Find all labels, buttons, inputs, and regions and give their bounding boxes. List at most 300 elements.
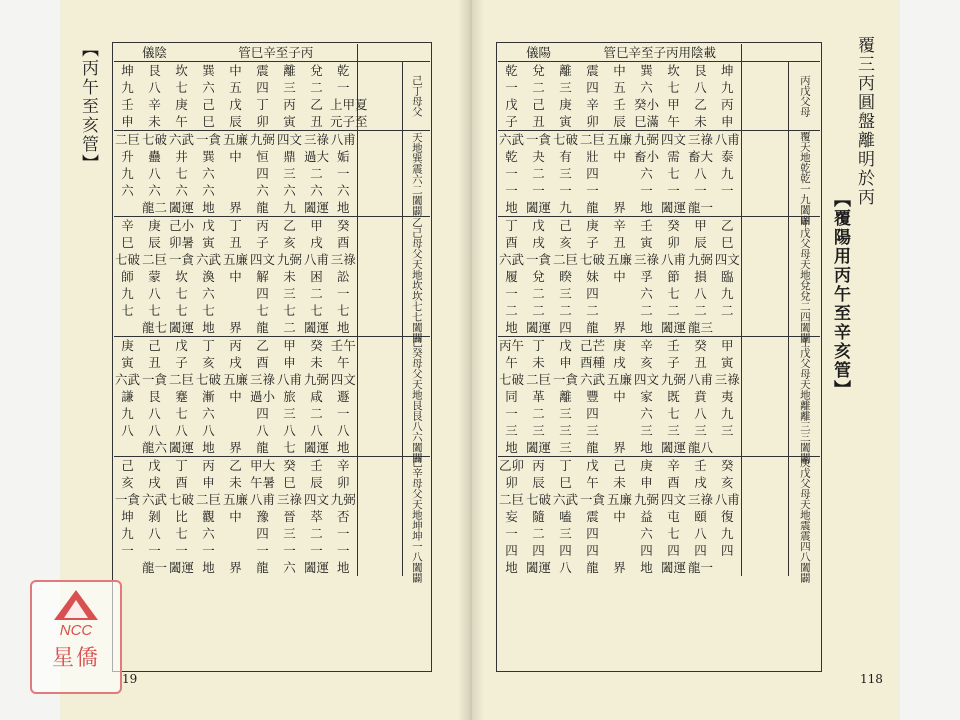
- table-cell: 亥: [283, 235, 296, 250]
- table-cell: 未: [532, 355, 545, 370]
- table-cell: 九弼: [330, 492, 356, 507]
- table-cell: 中: [613, 63, 626, 78]
- table-cell: 闔運: [661, 200, 687, 215]
- table-cell: 辰: [148, 235, 161, 250]
- table-cell: 癸: [303, 337, 330, 355]
- table-cell: 中: [613, 389, 626, 404]
- table-cell: 丙: [222, 337, 249, 355]
- table-cell: 屯: [667, 509, 680, 524]
- table-cell: 九: [121, 286, 134, 301]
- table-cell: 乾: [337, 63, 350, 78]
- row-label-column: [357, 131, 402, 217]
- table-cell: 酉: [337, 235, 350, 250]
- table-cell: 界: [613, 200, 626, 215]
- table-cell: 需: [667, 149, 680, 164]
- table-cell: 巽: [640, 63, 653, 78]
- table-cell: 一貪: [196, 132, 222, 147]
- gate-note: 甲戊父母天地兌兌二四闔闢: [788, 217, 820, 337]
- table-cell: 未: [613, 475, 626, 490]
- gate-note: 天地巽震六二闔闢: [402, 131, 430, 217]
- table-cell: 甲: [714, 337, 741, 355]
- gate-note: 覆天地乾乾一九闔闢: [788, 131, 820, 217]
- table-cell: 鼎: [283, 149, 296, 164]
- logo-chinese: 星僑: [51, 646, 100, 671]
- table-cell: 地: [337, 560, 350, 575]
- table-cell: 九弼: [661, 372, 687, 387]
- table-cell: 七: [337, 303, 350, 318]
- table-cell: 丙午: [498, 338, 524, 353]
- table-cell: 二巨: [553, 252, 579, 267]
- table-cell: 益: [640, 509, 653, 524]
- table-cell: 泰: [721, 149, 734, 164]
- table-cell: [714, 199, 741, 217]
- table-cell: 八: [256, 423, 269, 438]
- table-cell: 丁: [552, 457, 579, 475]
- table-cell: 五廉: [607, 132, 633, 147]
- table-cell: 界: [229, 320, 242, 335]
- left-page-number: 19: [122, 672, 138, 686]
- table-cell: 坎: [175, 63, 188, 78]
- table-cell: 庚: [559, 97, 572, 112]
- table-cell: 九: [721, 286, 734, 301]
- table-cell: 界: [229, 440, 242, 455]
- table-cell: 三祿: [688, 492, 714, 507]
- table-cell: 四: [559, 320, 572, 335]
- table-cell: 五廉: [223, 372, 249, 387]
- table-cell: [606, 422, 633, 439]
- table-cell: 地: [337, 200, 350, 215]
- table-cell: 一: [721, 183, 734, 198]
- table-cell: 龍八: [688, 440, 714, 455]
- table-cell: 六: [640, 286, 653, 301]
- table-cell: 甲大: [250, 458, 276, 473]
- table-cell: 庚: [606, 337, 633, 355]
- table-cell: 四: [694, 543, 707, 558]
- table-cell: 四: [256, 80, 269, 95]
- right-page: [470, 0, 900, 720]
- table-cell: 寅: [559, 114, 572, 129]
- table-cell: 九: [721, 80, 734, 95]
- table-cell: 六: [202, 183, 215, 198]
- book-spread: [60, 0, 900, 720]
- table-cell: 三: [559, 166, 572, 181]
- row-label-column: [741, 131, 788, 217]
- table-cell: [114, 439, 141, 457]
- table-cell: 丁: [256, 97, 269, 112]
- table-cell: 龍: [586, 200, 599, 215]
- table-cell: 三: [586, 423, 599, 438]
- table-cell: 一貪: [580, 492, 606, 507]
- table-cell: 七: [148, 303, 161, 318]
- table-cell: 艮: [148, 389, 161, 404]
- table-cell: 否: [337, 509, 350, 524]
- table-cell: 丁: [525, 337, 552, 355]
- table-cell: 闔運: [661, 320, 687, 335]
- table-cell: 四: [721, 543, 734, 558]
- table-cell: 二: [310, 80, 323, 95]
- table-cell: 一: [505, 406, 518, 421]
- table-cell: 辛: [114, 217, 141, 235]
- table-cell: 八: [148, 526, 161, 541]
- table-cell: 午: [337, 355, 350, 370]
- table-cell: 豐: [586, 389, 599, 404]
- table-cell: 癸: [714, 457, 741, 475]
- table-cell: 壬: [613, 97, 626, 112]
- table-cell: 嗑: [559, 509, 572, 524]
- table-cell: 午: [586, 475, 599, 490]
- table-cell: 二: [310, 166, 323, 181]
- table-cell: 未: [310, 355, 323, 370]
- gate-note: 己丁母父: [402, 62, 430, 131]
- table-cell: 地: [640, 200, 653, 215]
- gate-note: 丙戊父母: [788, 62, 820, 131]
- table-cell: 戌: [229, 355, 242, 370]
- table-cell: 兌: [532, 269, 545, 284]
- table-cell: 三祿: [634, 252, 660, 267]
- table-cell: [114, 559, 141, 576]
- table-cell: 節: [667, 269, 680, 284]
- table-cell: 萃: [310, 509, 323, 524]
- table-cell: 闔運: [525, 560, 551, 575]
- table-cell: 界: [229, 200, 242, 215]
- table-cell: 寅: [721, 355, 734, 370]
- table-cell: 五廉: [607, 372, 633, 387]
- table-cell: 地: [202, 560, 215, 575]
- table-cell: [222, 525, 249, 542]
- table-cell: 七破: [580, 252, 606, 267]
- table-cell: 甲: [667, 97, 680, 112]
- table-cell: 五: [613, 80, 626, 95]
- table-cell: 戊: [195, 217, 222, 235]
- table-cell: 渙: [202, 269, 215, 284]
- table-cell: 八: [121, 423, 134, 438]
- table-cell: 申: [721, 114, 734, 129]
- table-cell: 龍七: [141, 320, 167, 335]
- table-cell: 龍: [586, 320, 599, 335]
- table-cell: 一: [505, 80, 518, 95]
- table-cell: 恒: [256, 149, 269, 164]
- table-cell: 龍六: [141, 440, 167, 455]
- table-cell: 午: [175, 114, 188, 129]
- table-cell: 丑: [310, 114, 323, 129]
- table-cell: 二: [532, 303, 545, 318]
- table-cell: 復: [721, 509, 734, 524]
- table-cell: 五: [229, 80, 242, 95]
- table-cell: 寅: [121, 355, 134, 370]
- table-cell: 巽: [202, 149, 215, 164]
- table-cell: 戊: [168, 337, 195, 355]
- header-blank: [741, 44, 820, 62]
- table-cell: [714, 319, 741, 337]
- table-row: [114, 337, 430, 355]
- table-cell: 戊: [141, 457, 168, 475]
- table-cell: 丁: [498, 217, 525, 235]
- table-cell: [606, 285, 633, 302]
- table-cell: 壬: [660, 337, 687, 355]
- table-cell: 辛: [586, 97, 599, 112]
- table-cell: 九: [283, 200, 296, 215]
- table-cell: [606, 525, 633, 542]
- row-label-column: [357, 457, 402, 577]
- table-row: [114, 457, 430, 475]
- table-cell: 一: [532, 183, 545, 198]
- table-cell: [222, 405, 249, 422]
- gate-note: 壬戊父母天地離離三三闔闢: [788, 337, 820, 457]
- table-cell: 壬午: [330, 338, 356, 353]
- table-cell: 四: [532, 543, 545, 558]
- table-cell: 闔運: [525, 320, 551, 335]
- table-cell: 地: [505, 440, 518, 455]
- table-cell: 辛: [633, 337, 660, 355]
- table-cell: 六: [310, 183, 323, 198]
- table-cell: 一: [337, 406, 350, 421]
- table-cell: 巳: [283, 475, 296, 490]
- table-cell: 中: [613, 269, 626, 284]
- right_page-grid: [498, 44, 820, 583]
- table-cell: 壬: [303, 457, 330, 475]
- table-cell: 己: [114, 457, 141, 475]
- table-cell: 三: [283, 166, 296, 181]
- table-cell: 地: [505, 320, 518, 335]
- table-cell: 六: [640, 406, 653, 421]
- table-cell: 八: [202, 423, 215, 438]
- table-cell: 一貪: [169, 252, 195, 267]
- table-cell: 一: [121, 543, 134, 558]
- table-cell: 龍: [256, 560, 269, 575]
- table-cell: 坎: [667, 63, 680, 78]
- table-cell: 七: [121, 303, 134, 318]
- table-cell: [606, 165, 633, 182]
- table-cell: 巳滿: [634, 114, 660, 129]
- table-cell: 家: [640, 389, 653, 404]
- table-cell: 臨: [721, 269, 734, 284]
- table-cell: 七: [202, 303, 215, 318]
- table-cell: 中: [613, 149, 626, 164]
- table-cell: 七: [283, 440, 296, 455]
- table-cell: 寅: [202, 235, 215, 250]
- table-cell: 一: [505, 526, 518, 541]
- table-cell: 癸小: [634, 97, 660, 112]
- table-cell: 丑: [613, 235, 626, 250]
- table-cell: 九: [721, 166, 734, 181]
- table-cell: 九弼: [250, 132, 276, 147]
- table-cell: 闔運: [169, 560, 195, 575]
- table-cell: 八甫: [330, 132, 356, 147]
- table-cell: 丁: [195, 337, 222, 355]
- table-cell: 六: [202, 80, 215, 95]
- table-cell: 四文: [661, 492, 687, 507]
- table-cell: 一: [505, 286, 518, 301]
- table-cell: 九: [559, 200, 572, 215]
- table-cell: 闔運: [661, 440, 687, 455]
- table-cell: 癸: [276, 457, 303, 475]
- table-cell: 壯: [586, 149, 599, 164]
- table-cell: 未: [694, 114, 707, 129]
- table-cell: 四文: [277, 132, 303, 147]
- left-side-title: 【丙午至亥管】: [78, 40, 98, 173]
- table-cell: 己: [552, 217, 579, 235]
- table-cell: 己: [141, 337, 168, 355]
- table-cell: 龍: [256, 320, 269, 335]
- table-cell: 八: [175, 423, 188, 438]
- table-cell: 戊: [505, 97, 518, 112]
- table-cell: 辰: [694, 235, 707, 250]
- table-cell: 四: [256, 166, 269, 181]
- table-cell: 三祿: [330, 252, 356, 267]
- table-cell: 六武: [114, 372, 140, 387]
- table-cell: 地: [202, 200, 215, 215]
- table-cell: 二: [505, 303, 518, 318]
- table-cell: 四: [256, 406, 269, 421]
- table-cell: 豫: [256, 509, 269, 524]
- table-cell: 壬: [633, 217, 660, 235]
- table-cell: 隨: [532, 509, 545, 524]
- table-cell: 謙: [121, 389, 134, 404]
- table-cell: 戌: [694, 475, 707, 490]
- table-cell: 八: [694, 286, 707, 301]
- table-cell: 寅: [283, 114, 296, 129]
- table-cell: 夬: [532, 149, 545, 164]
- table-cell: 一: [694, 183, 707, 198]
- table-cell: 九弼: [688, 252, 714, 267]
- table-cell: 七: [175, 286, 188, 301]
- table-row: [498, 457, 820, 475]
- table-cell: 孚: [640, 269, 653, 284]
- table-cell: 丑: [694, 355, 707, 370]
- table-cell: [606, 182, 633, 199]
- table-cell: 三: [640, 423, 653, 438]
- table-cell: 六: [640, 526, 653, 541]
- table-cell: 坤: [721, 63, 734, 78]
- table-cell: 龍: [586, 560, 599, 575]
- table-cell: 九弼: [277, 252, 303, 267]
- table-cell: 二: [532, 286, 545, 301]
- book-gutter: [458, 0, 484, 720]
- table-cell: 有: [559, 149, 572, 164]
- table-cell: 損: [694, 269, 707, 284]
- table-cell: 艮: [148, 63, 161, 78]
- table-cell: 二: [586, 303, 599, 318]
- table-cell: 旅: [283, 389, 296, 404]
- table-cell: 三: [283, 526, 296, 541]
- table-cell: 六武: [196, 252, 222, 267]
- table-cell: 八甫: [714, 132, 740, 147]
- table-cell: 蹇: [175, 389, 188, 404]
- table-cell: 過小: [250, 389, 276, 404]
- table-cell: 五廉: [223, 252, 249, 267]
- table-cell: 乙: [276, 217, 303, 235]
- table-cell: 坎: [175, 269, 188, 284]
- table-cell: 龍: [256, 200, 269, 215]
- table-cell: 九弼: [304, 372, 330, 387]
- table-cell: 三: [559, 526, 572, 541]
- table-cell: 一: [202, 543, 215, 558]
- table-cell: 三: [721, 423, 734, 438]
- table-cell: 二巨: [114, 132, 140, 147]
- table-cell: 龍: [586, 440, 599, 455]
- table-cell: 庚: [114, 337, 141, 355]
- table-cell: 離: [559, 63, 572, 78]
- table-cell: 六武: [498, 252, 524, 267]
- table-cell: 子: [586, 235, 599, 250]
- table-cell: 三: [283, 80, 296, 95]
- table-cell: 七: [175, 406, 188, 421]
- table-cell: 八: [337, 423, 350, 438]
- table-cell: 闔運: [304, 560, 330, 575]
- table-cell: 界: [613, 440, 626, 455]
- table-cell: 酉: [175, 475, 188, 490]
- table-cell: 申: [283, 355, 296, 370]
- table-cell: 戊: [552, 337, 579, 355]
- table-cell: 八: [148, 406, 161, 421]
- table-cell: 二: [532, 80, 545, 95]
- table-cell: 四: [586, 80, 599, 95]
- table-cell: 六: [202, 286, 215, 301]
- table-cell: 寅: [640, 235, 653, 250]
- table-cell: 二: [559, 303, 572, 318]
- table-cell: 酉: [667, 475, 680, 490]
- table-cell: 艮: [694, 63, 707, 78]
- table-cell: 三: [283, 406, 296, 421]
- table-cell: 一貪: [114, 492, 140, 507]
- table-cell: 卯: [586, 114, 599, 129]
- table-cell: 一貪: [525, 252, 551, 267]
- table-cell: 二: [694, 303, 707, 318]
- table-cell: 升: [121, 149, 134, 164]
- header-blank: [357, 44, 430, 62]
- table-cell: 二: [532, 526, 545, 541]
- table-cell: [714, 439, 741, 457]
- table-cell: 賁: [694, 389, 707, 404]
- table-cell: 八: [694, 526, 707, 541]
- table-cell: 九: [721, 406, 734, 421]
- table-cell: 一: [337, 286, 350, 301]
- table-cell: 既: [667, 389, 680, 404]
- table-cell: 二: [310, 286, 323, 301]
- table-row: [498, 337, 820, 355]
- table-cell: 二: [640, 303, 653, 318]
- table-cell: 革: [532, 389, 545, 404]
- table-cell: 二: [283, 320, 296, 335]
- table-cell: 申: [121, 114, 134, 129]
- table-cell: 夷: [721, 389, 734, 404]
- table-cell: 頤: [694, 509, 707, 524]
- table-cell: 四文: [714, 252, 740, 267]
- table-cell: 闔運: [525, 200, 551, 215]
- table-cell: 壬: [121, 97, 134, 112]
- table-cell: 二巨: [525, 372, 551, 387]
- table-cell: 地: [337, 440, 350, 455]
- table-cell: 過大: [304, 149, 330, 164]
- table-cell: 巳: [202, 114, 215, 129]
- table-cell: 姤: [337, 149, 350, 164]
- table-cell: 六: [256, 183, 269, 198]
- table-cell: 七破: [114, 252, 140, 267]
- table-cell: [222, 542, 249, 559]
- table-cell: 三: [532, 423, 545, 438]
- table-cell: 界: [613, 320, 626, 335]
- table-cell: 畜大: [688, 149, 714, 164]
- table-row: [114, 217, 430, 235]
- table-cell: 丑: [148, 355, 161, 370]
- table-cell: 六: [283, 183, 296, 198]
- table-cell: 四: [559, 543, 572, 558]
- table-cell: 七: [310, 303, 323, 318]
- table-cell: 己小: [169, 218, 195, 233]
- table-cell: 甲: [303, 217, 330, 235]
- table-cell: 八: [559, 560, 572, 575]
- table-row: [498, 131, 820, 149]
